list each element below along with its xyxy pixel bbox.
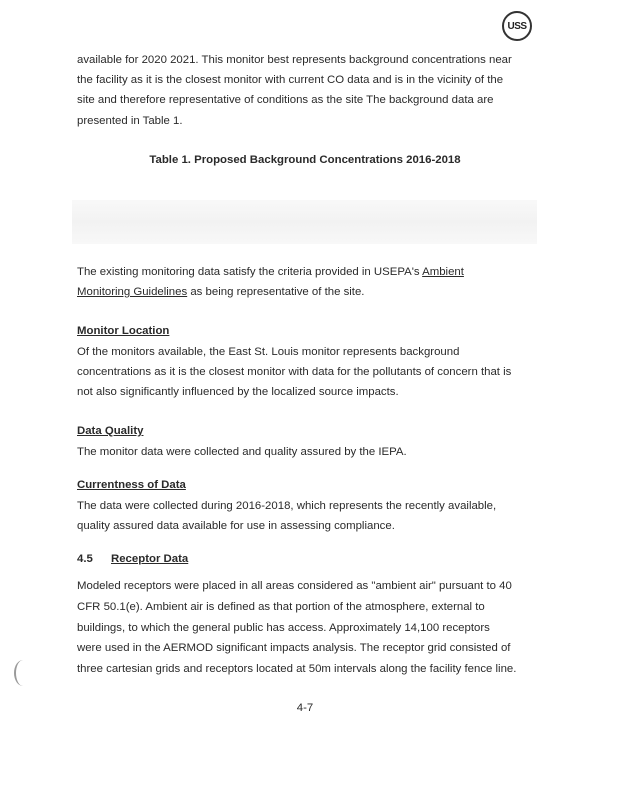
currentness-line: quality assured data available for use in assessing compliance. (77, 520, 395, 532)
intro-line: available for 2020 2021. This monitor best represents background concentrations near (77, 54, 512, 66)
monitor-location-line: Of the monitors available, the East St. Louis monitor represents background (77, 346, 460, 358)
data-quality-heading: Data Quality (77, 425, 144, 437)
faint-table-body (72, 200, 537, 244)
guidelines-line (77, 265, 464, 279)
receptor-line: three cartesian grids and receptors located at 50m intervals along the facility fence line. (77, 663, 517, 675)
data-quality-line: The monitor data were collected and quality assured by the IEPA. (77, 446, 407, 458)
currentness-heading: Currentness of Data (77, 479, 186, 491)
uss-logo: USS (502, 11, 532, 41)
monitor-location-heading: Monitor Location (77, 325, 170, 337)
intro-line: presented in Table 1. (77, 115, 183, 127)
ambient-monitoring-link: Monitoring Guidelines (77, 286, 188, 298)
monitor-location-line: concentrations as it is the closest monitor with data for the pollutants of concern that is (77, 366, 512, 378)
binding-hole-mark (14, 660, 32, 686)
monitor-location-line: not also significantly influenced by the localized source impacts. (77, 386, 399, 398)
receptor-heading: Receptor Data (111, 553, 189, 565)
receptor-section-number: 4.5 (77, 553, 93, 565)
intro-line: site and therefore representative of conditions as the site The background data are (77, 94, 494, 106)
receptor-line: Modeled receptors were placed in all areas considered as "ambient air" pursuant to 40 (77, 580, 512, 592)
table-title: Table 1. Proposed Background Concentrations 2016-2018 (149, 154, 461, 166)
receptor-line: CFR 50.1(e). Ambient air is defined as that portion of the atmosphere, external to (77, 601, 485, 613)
currentness-line: The data were collected during 2016-2018, which represents the recently available, (77, 500, 497, 512)
guidelines-text: as being representative of the site. (187, 286, 365, 298)
receptor-line: buildings, to which the general public has access. Approximately 14,100 receptors (77, 622, 490, 634)
receptor-line: were used in the AERMOD significant impacts analysis. The receptor grid consisted of (77, 642, 511, 654)
page-number: 4-7 (296, 702, 314, 714)
guidelines-text: The existing monitoring data satisfy the criteria provided in USEPA's (77, 266, 423, 278)
intro-line: the facility as it is the closest monitor with current CO data and is in the vicinity of the (77, 74, 504, 86)
guidelines-line (77, 285, 364, 299)
ambient-monitoring-link: Ambient (422, 266, 464, 278)
